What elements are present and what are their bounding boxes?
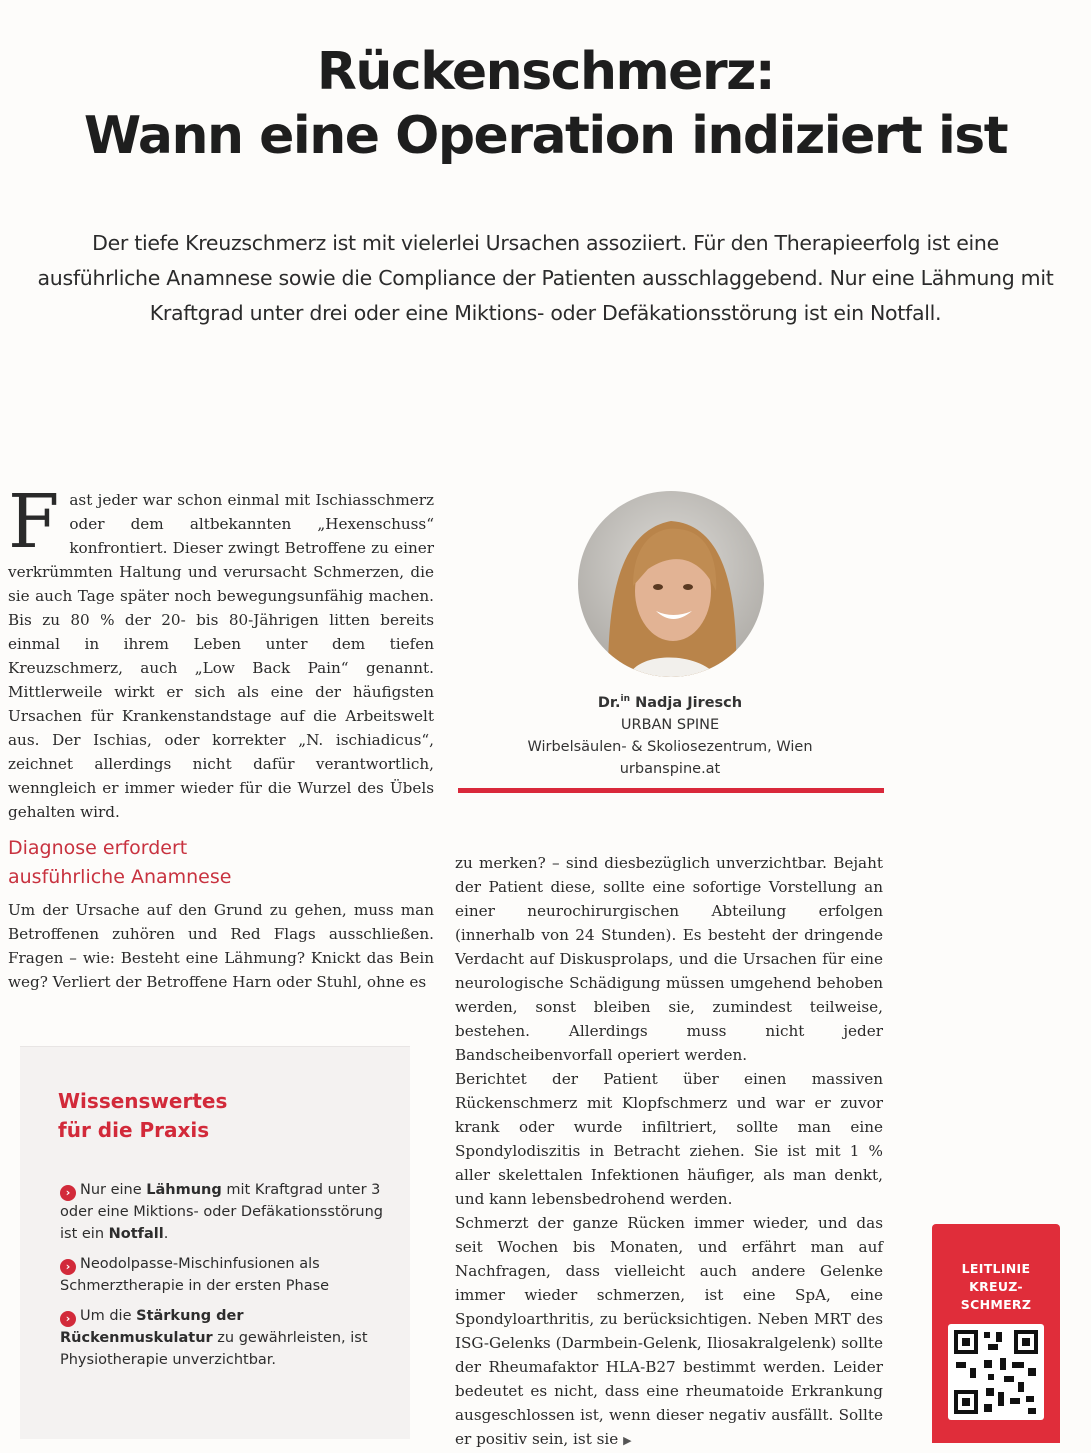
author-url[interactable]: urbanspine.at xyxy=(619,760,721,777)
divider-rule xyxy=(458,788,884,793)
chevron-right-circle-icon: › xyxy=(60,1185,76,1201)
col2-paragraph-2: Berichtet der Patient über einen massiven Rückenschmerz mit Klopfschmerz und war er zuvor krank oder wurde infiltriert, sollte man eine Spondylodiszitis in Betracht ziehen. Sie ist mit 1 % aller skelettalen Infektionen häufiger, als man denkt, und kann lebensbedrohend werden. xyxy=(455,1070,883,1208)
col2-paragraph-3: Schmerzt der ganze Rücken immer wieder, und das seit Wochen bis Monaten, und erfährt man auf Nachfragen, dass vielleicht auch andere Gelenke immer wieder schmerzen, ist eine SpA, eine Spondyloarthritis, zu berücksichtigen. Neben MRT des ISG-Gelenks (Darmbein-Gelenk, Iliosakralgelenk) sollte der Rheumafaktor HLA-B27 bestimmt werden. Leider bedeutet es nicht, dass eine rheumatoide Erkrankung ausgeschlossen ist, wenn dieser negativ ausfällt. Sollte er positiv sein, ist sie ▶ xyxy=(455,1214,883,1448)
author-name-line xyxy=(480,688,860,714)
author-prefix: Dr. xyxy=(597,694,621,711)
title-line-1: Rückenschmerz: xyxy=(316,42,775,102)
author-name: Nadja Jiresch xyxy=(635,694,743,711)
continue-arrow-icon: ▶ xyxy=(623,1434,632,1447)
intro-paragraph xyxy=(8,479,434,824)
chevron-right-circle-icon: › xyxy=(60,1311,76,1327)
lead-paragraph: Der tiefe Kreuzschmerz ist mit vielerlei Ursachen assoziiert. Für den Therapieerfolg ist eine ausführliche Anamnese sowie die Compliance der Patienten ausschlaggebend. Nur eine Lähmung mit Kraftgrad unter drei oder eine Miktions- oder Defäkationsstörung ist ein Notfall. xyxy=(37,231,1054,325)
author-credit xyxy=(480,688,860,780)
info-box-heading-line-2: für die Praxis xyxy=(58,1118,210,1142)
author-prefix-suffix: in xyxy=(620,694,631,704)
title-line-2: Wann eine Operation indiziert ist xyxy=(83,106,1008,166)
article-title xyxy=(0,40,1091,168)
info-box-item: › Um die Stärkung der Rückenmuskulatur zu gewährleisten, ist Physiotherapie unverzichtbar. xyxy=(60,1308,368,1368)
info-box xyxy=(20,1046,410,1439)
section-paragraph: Um der Ursache auf den Grund zu gehen, muss man Betroffenen zuhören und Red Flags ausschließen. Fragen – wie: Besteht eine Lähmung? Knickt das Bein weg? Verliert der Betroffene Harn oder Stuhl, ohne es xyxy=(8,901,434,991)
section-heading-line-1: Diagnose erfordert xyxy=(8,837,188,859)
drop-cap: F xyxy=(8,479,60,565)
guideline-label: LEITLINIE KREUZ- SCHMERZ xyxy=(960,1261,1032,1312)
col2-paragraph-1: zu merken? – sind diesbezüglich unverzichtbar. Bejaht der Patient diese, sollte eine sofortige Vorstellung an einer neurochirurgischen Abteilung erfolgen (innerhalb von 24 Stunden). Es besteht der dringende Verdacht auf Diskusprolaps, und die Ursachen für eine neurologische Schädigung müssen umgehend behoben werden, sonst bleiben sie, zumindest teilweise, bestehen. Allerdings muss nicht jeder Bandscheibenvorfall operiert werden. xyxy=(455,854,883,1064)
info-box-heading xyxy=(58,1087,358,1145)
intro-text: ast jeder war schon einmal mit Ischiasschmerz oder dem altbekannten „Hexenschuss“ konfrontiert. Dieser zwingt Betroffene zu einer verkrümmten Haltung und verursacht Schmerzen, die sie auch Tage später noch bewegungsunfähig machen. Bis zu 80 % der 20- bis 80-Jährigen litten bereits einmal in ihrem Leben unter dem tiefen Kreuzschmerz, auch „Low Back Pain“ genannt. Mittlerweile wirkt er sich als eine der häufigsten Ursachen für Krankenstandstage auf die Arbeitswelt aus. Der Ischias, oder korrekter „N. ischiadicus“, zeichnet allerdings nicht dafür verantwortlich, wenngleich er immer wieder für die Wurzel des Übels gehalten wird. xyxy=(8,491,434,821)
info-box-heading-line-1: Wissenswertes xyxy=(58,1089,228,1113)
qr-code-icon[interactable] xyxy=(948,1324,1044,1420)
section-heading xyxy=(8,834,428,892)
author-org: URBAN SPINE xyxy=(620,716,720,733)
info-box-item: › Neodolpasse-Mischinfusionen als Schmerztherapie in der ersten Phase xyxy=(60,1256,330,1294)
info-box-list xyxy=(60,1179,390,1379)
second-column xyxy=(455,851,883,1453)
info-box-item: › Nur eine Lähmung mit Kraftgrad unter 3 oder eine Miktions- oder Defäkationsstörung ist ein Notfall. xyxy=(60,1182,384,1242)
author-description: Wirbelsäulen- & Skoliosezentrum, Wien xyxy=(527,738,813,755)
guideline-tab[interactable] xyxy=(932,1224,1060,1443)
author-portrait xyxy=(578,491,764,677)
section-heading-line-2: ausführliche Anamnese xyxy=(8,866,232,888)
chevron-right-circle-icon: › xyxy=(60,1259,76,1275)
